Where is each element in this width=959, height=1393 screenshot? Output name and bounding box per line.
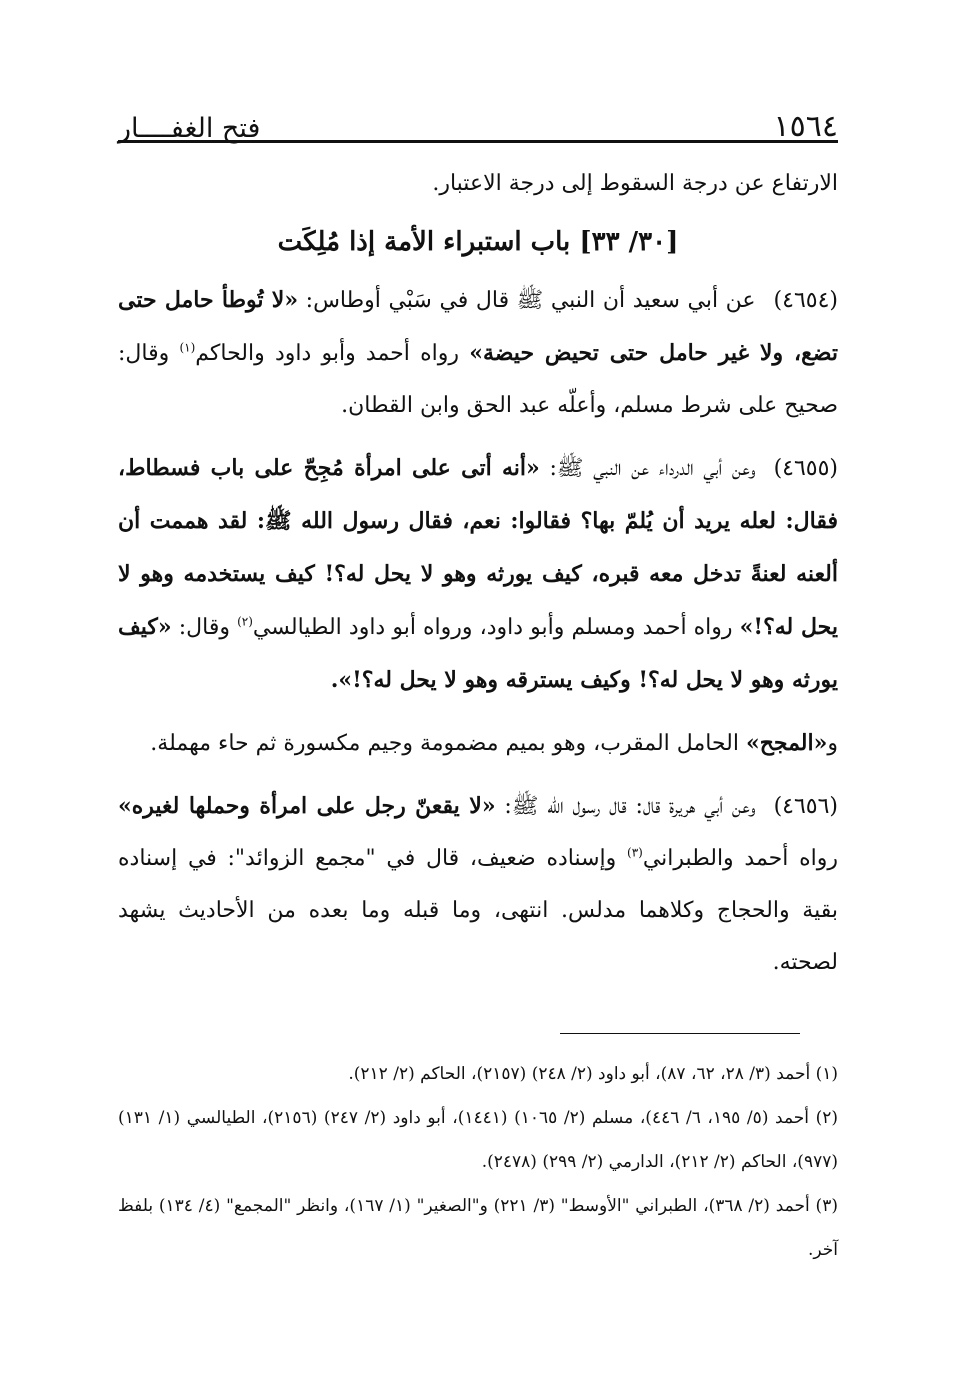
running-title: فتح الغفــــار xyxy=(118,113,261,144)
hadith-commentary: وإسناده ضعيف، قال في "مجمع الزوائد": في إسناده بقية والحجاج وكلاهما مدلس. انتهى، وما قبله وما بعده من الأحاديث يشهد لصحته. xyxy=(118,846,838,975)
hadith-commentary: وقال: صحيح على شرط مسلم، وأعلّه عبد الحق وابن القطان. xyxy=(118,341,838,418)
page-header xyxy=(118,92,838,142)
hadith-quote: «لا تُوطأ حامل حتى تضع، ولا غير حامل حتى تحيض حيضة» xyxy=(118,287,838,366)
hadith-quote: «لا يقعنّ رجل على امرأة وحملها لغيره» xyxy=(118,793,496,819)
footnote-ref: (٣) xyxy=(627,845,643,860)
hadith-source: رواه أحمد والطبراني xyxy=(642,846,838,871)
footnote-2: (٢) أحمد (٥/ ١٩٥، ٦/ ٤٤٦)، مسلم (٢/ ١٠٦٥) (١٤٤١)، أبو داود (٢/ ٢٤٧) (٢١٥٦)، الطيالسي (١/ ١٣١) (٩٧٧)، الحاكم (٢/ ٢١٢)، الدارمي (٢/ ٢٩٩) (٢٤٧٨). xyxy=(118,1108,839,1172)
hadith-quote: «أنه أتى على امرأة مُجِحّ على باب فسطاط، فقال: لعله يريد أن يُلمّ بها؟ فقالوا: نعم، فقال رسول الله ﷺ: لقد هممت أن ألعنه لعنةً تدخل معه قبره، كيف يورثه وهو لا يحل له؟! كيف يستخدمه وهو لا يحل له؟!» xyxy=(118,455,838,640)
note-mujih xyxy=(118,717,838,770)
footnote-1: (١) أحمد (٣/ ٢٨، ٦٢، ٨٧)، أبو داود (٢/ ٢٤٨) (٢١٥٧)، الحاكم (٢/ ٢١٢). xyxy=(348,1064,838,1084)
intro-line: الارتفاع عن درجة السقوط إلى درجة الاعتبار. xyxy=(432,171,838,196)
hadith-source: رواه أحمد وأبو داود والحاكم xyxy=(195,341,470,366)
hadith-intro: عن أبي سعيد أن النبي ﷺ قال في سَبْي أوطاس: xyxy=(298,288,756,313)
hadith-commentary: وقال: xyxy=(171,615,238,640)
hadith-4654 xyxy=(118,274,838,432)
hadith-intro: وعن أبي هريرة قال: قال رسول الله ﷺ: xyxy=(495,794,756,819)
note-text: الحامل المقرب، وهو بميم مضمومة وجيم مكسورة ثم حاء مهملة. xyxy=(150,731,746,756)
chapter-heading: [٣٠/ ٣٣] باب استبراء الأمة إذا مُلِكَت xyxy=(277,227,679,257)
note-prefix: و xyxy=(827,731,838,756)
header-rule xyxy=(118,140,838,143)
hadith-quote-2: «كيف يورثه وهو لا يحل له؟! وكيف يسترقه وهو لا يحل له؟!». xyxy=(118,614,838,693)
hadith-source: رواه أحمد ومسلم وأبو داود، ورواه أبو داود الطيالسي xyxy=(252,615,740,640)
hadith-4656 xyxy=(118,780,838,989)
footnote-ref: (١) xyxy=(179,340,196,355)
footnotes xyxy=(118,1052,838,1272)
page-number: ١٥٦٤ xyxy=(773,109,838,144)
hadith-4655 xyxy=(118,442,838,707)
footnote-ref: (٢) xyxy=(237,614,253,629)
main-text xyxy=(118,158,838,999)
hadith-number: (٤٦٥٥) xyxy=(773,456,839,481)
note-term: «المجح» xyxy=(745,730,828,756)
footnote-3: (٣) أحمد (٢/ ٣٦٨)، الطبراني "الأوسط" (٣/ ٢٢١) و"الصغير" (١/ ١٦٧)، وانظر "المجمع" (٤/ ١٣٤) بلفظ آخر. xyxy=(118,1196,838,1260)
hadith-intro: وعن أبي الدرداء عن النبي ﷺ: xyxy=(539,456,756,481)
hadith-number: (٤٦٥٦) xyxy=(773,794,839,819)
hadith-number: (٤٦٥٤) xyxy=(773,288,838,313)
footnote-rule xyxy=(560,1033,800,1034)
